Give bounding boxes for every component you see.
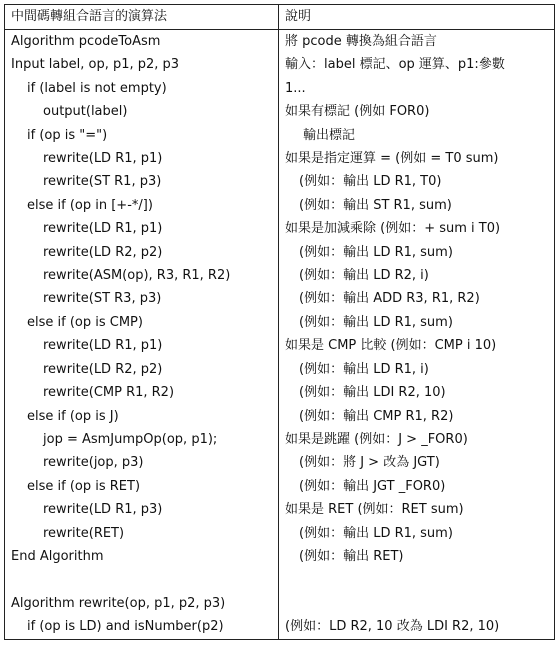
- code-line: rewrite(LD R1, p1): [5, 334, 279, 357]
- note-line: (例如：輸出 LDI R2, 10): [279, 381, 555, 404]
- table-row: [5, 217, 555, 240]
- table-row: [5, 124, 555, 147]
- table-row: [5, 498, 555, 521]
- note-line: (例如：輸出 LD R1, sum): [279, 241, 555, 264]
- note-line: 如果是指定運算 = (例如 = T0 sum): [279, 147, 555, 170]
- table-row: [5, 358, 555, 381]
- code-line: rewrite(LD R2, p2): [5, 358, 279, 381]
- table-row: [5, 241, 555, 264]
- note-line: [279, 568, 555, 591]
- table-row: [5, 568, 555, 591]
- code-line: rewrite(jop, p3): [5, 451, 279, 474]
- header-algorithm: 中間碼轉組合語言的演算法: [5, 5, 279, 30]
- note-line: 如果有標記 (例如 FOR0): [279, 100, 555, 123]
- code-line: rewrite(LD R1, p3): [5, 498, 279, 521]
- code-line: else if (op is CMP): [5, 311, 279, 334]
- table-row: [5, 100, 555, 123]
- note-line: 輸出標記: [279, 124, 555, 147]
- note-line: (例如：輸出 RET): [279, 545, 555, 568]
- note-line: 如果是加減乘除 (例如：+ sum i T0): [279, 217, 555, 240]
- code-line: else if (op in [+-*/]): [5, 194, 279, 217]
- table-row: [5, 615, 555, 639]
- code-line: rewrite(ST R3, p3): [5, 287, 279, 310]
- note-line: (例如：輸出 ADD R3, R1, R2): [279, 287, 555, 310]
- note-line: 1...: [279, 77, 555, 100]
- code-line: else if (op is RET): [5, 475, 279, 498]
- code-line: Input label, op, p1, p2, p3: [5, 53, 279, 76]
- note-line: (例如：輸出 LD R1, i): [279, 358, 555, 381]
- table-row: [5, 264, 555, 287]
- table-row: [5, 522, 555, 545]
- code-line: [5, 568, 279, 591]
- code-line: rewrite(ASM(op), R3, R1, R2): [5, 264, 279, 287]
- code-line: Algorithm pcodeToAsm: [5, 30, 279, 54]
- note-line: 如果是跳躍 (例如：J > _FOR0): [279, 428, 555, 451]
- table-row: [5, 592, 555, 615]
- table-row: [5, 334, 555, 357]
- note-line: (例如：輸出 JGT _FOR0): [279, 475, 555, 498]
- table-row: [5, 311, 555, 334]
- table-row: [5, 381, 555, 404]
- header-row: [5, 5, 555, 30]
- table-row: [5, 405, 555, 428]
- note-line: (例如：輸出 LD R2, i): [279, 264, 555, 287]
- code-line: else if (op is J): [5, 405, 279, 428]
- header-description: 說明: [279, 5, 555, 30]
- note-line: (例如：將 J > 改為 JGT): [279, 451, 555, 474]
- code-line: rewrite(CMP R1, R2): [5, 381, 279, 404]
- note-line: (例如：LD R2, 10 改為 LDI R2, 10): [279, 615, 555, 639]
- note-line: 將 pcode 轉換為組合語言: [279, 30, 555, 54]
- code-line: Algorithm rewrite(op, p1, p2, p3): [5, 592, 279, 615]
- note-line: 輸入：label 標記、op 運算、p1:參數: [279, 53, 555, 76]
- algorithm-table: [4, 4, 555, 640]
- table-row: [5, 428, 555, 451]
- code-line: jop = AsmJumpOp(op, p1);: [5, 428, 279, 451]
- note-line: (例如：輸出 LD R1, T0): [279, 170, 555, 193]
- table-row: [5, 30, 555, 54]
- note-line: (例如：輸出 CMP R1, R2): [279, 405, 555, 428]
- table-row: [5, 170, 555, 193]
- table-row: [5, 53, 555, 76]
- table-row: [5, 451, 555, 474]
- note-line: (例如：輸出 ST R1, sum): [279, 194, 555, 217]
- table-row: [5, 475, 555, 498]
- note-line: 如果是 RET (例如：RET sum): [279, 498, 555, 521]
- note-line: (例如：輸出 LD R1, sum): [279, 311, 555, 334]
- code-line: rewrite(ST R1, p3): [5, 170, 279, 193]
- table-row: [5, 147, 555, 170]
- table-row: [5, 77, 555, 100]
- code-line: if (label is not empty): [5, 77, 279, 100]
- table-row: [5, 545, 555, 568]
- table-row: [5, 194, 555, 217]
- code-line: rewrite(RET): [5, 522, 279, 545]
- note-line: [279, 592, 555, 615]
- code-line: End Algorithm: [5, 545, 279, 568]
- code-line: rewrite(LD R1, p1): [5, 147, 279, 170]
- table-row: [5, 287, 555, 310]
- code-line: output(label): [5, 100, 279, 123]
- code-line: if (op is "="): [5, 124, 279, 147]
- code-line: rewrite(LD R1, p1): [5, 217, 279, 240]
- note-line: (例如：輸出 LD R1, sum): [279, 522, 555, 545]
- note-line: 如果是 CMP 比較 (例如：CMP i 10): [279, 334, 555, 357]
- code-line: if (op is LD) and isNumber(p2): [5, 615, 279, 639]
- code-line: rewrite(LD R2, p2): [5, 241, 279, 264]
